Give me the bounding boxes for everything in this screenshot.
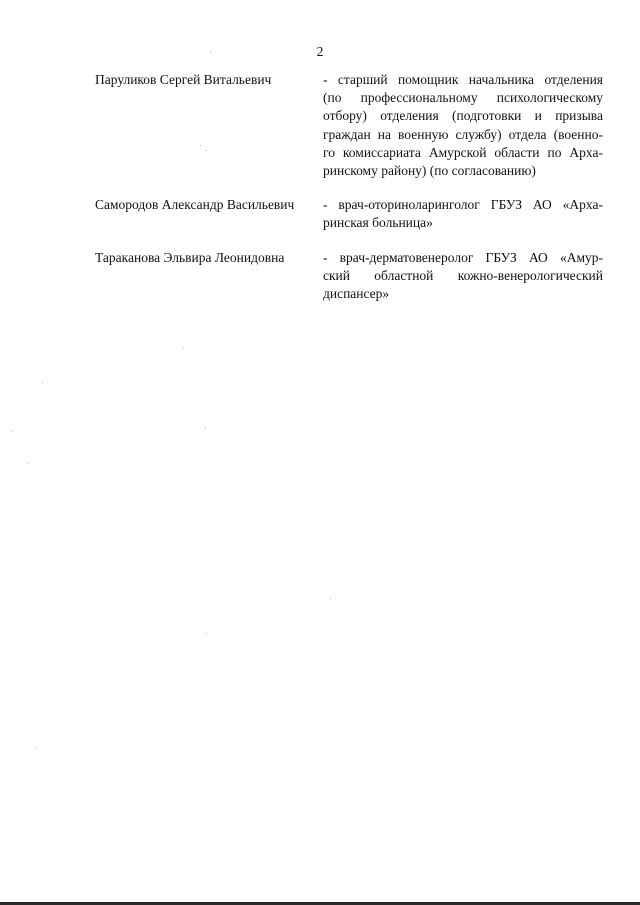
scan-speck	[35, 748, 36, 749]
scan-speck	[205, 428, 206, 429]
member-name: Тараканова Эльвира Леонидовна	[95, 249, 285, 265]
scan-speck	[330, 598, 331, 599]
role-line: диспансер»	[323, 286, 390, 302]
role-line: го комиссариата Амурской области по Арха-	[323, 144, 603, 160]
member-role	[323, 71, 603, 180]
role-line: граждан на военную службу) отдела (военно-	[323, 126, 603, 142]
scan-speck	[206, 150, 207, 151]
member-row	[95, 71, 607, 180]
member-list	[95, 71, 607, 319]
member-name: Паруликов Сергей Витальевич	[95, 72, 272, 87]
member-row	[95, 196, 607, 232]
role-line: (по профессиональному психологическому	[323, 90, 603, 106]
scan-speck	[200, 145, 201, 146]
scan-speck	[12, 431, 13, 432]
role-line: - старший помощник начальника отделения	[323, 72, 603, 87]
role-line: ринская больница»	[323, 215, 433, 231]
member-role	[323, 196, 603, 232]
member-name: Самородов Александр Васильевич	[95, 197, 295, 213]
member-row	[95, 249, 607, 304]
role-line: ринскому району) (по согласованию)	[323, 163, 536, 179]
role-line: - врач-дерматовенеролог ГБУЗ АО «Амур-	[323, 249, 603, 265]
role-line: отбору) отделения (подготовки и призыва	[323, 108, 603, 124]
scan-speck	[28, 463, 29, 464]
role-line: - врач-оториноларинголог ГБУЗ АО «Арха-	[323, 197, 603, 213]
scan-speck	[42, 382, 43, 383]
member-role	[323, 249, 603, 304]
page-number: 2	[316, 44, 324, 59]
scan-speck	[183, 348, 184, 349]
scan-speck	[206, 633, 207, 634]
scan-speck	[210, 52, 211, 53]
role-line: ский областной кожно-венерологический	[323, 267, 603, 283]
